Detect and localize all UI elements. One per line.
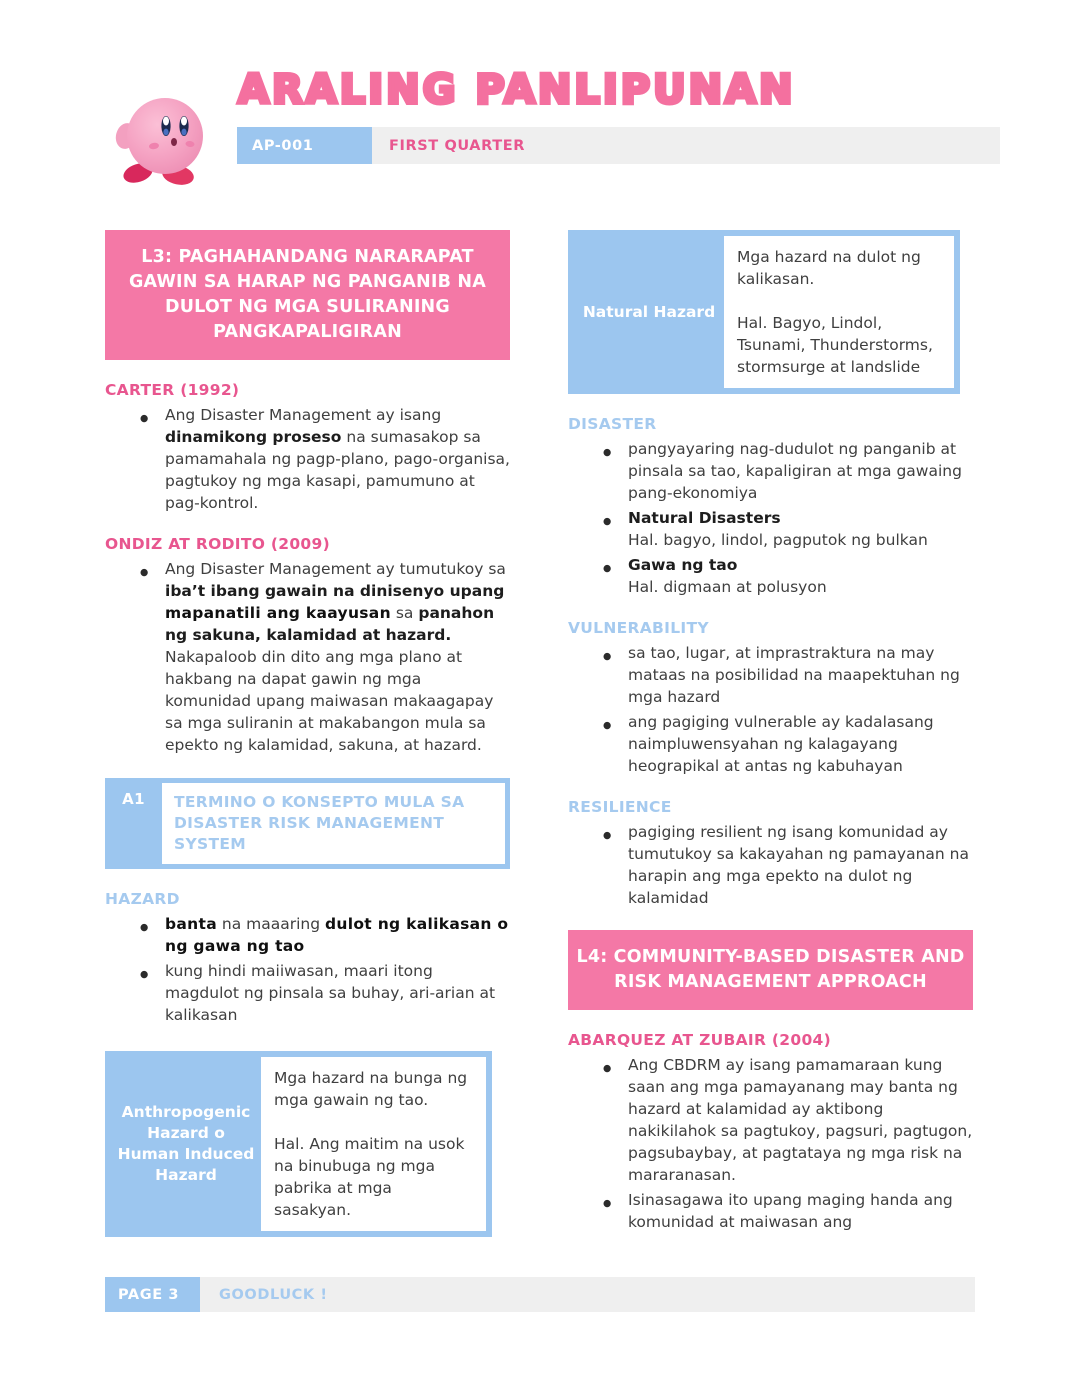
section-hazard [105,890,510,1026]
bullet-item [165,558,510,756]
bullet-text: pangyayaring nag-dudulot ng panganib at pinsala sa tao, kapaligiran at mga gawaing pang-ekonomiya [628,440,962,502]
bullet-text: Gawa ng tao Hal. digmaan at polusyon [628,556,827,596]
section-heading-hazard: HAZARD [105,890,180,908]
table-content: Mga hazard na bunga ng mga gawain ng tao. Hal. Ang maitim na usok na binubuga ng mga pabrika at mga sasakyan. [274,1069,468,1219]
section-heading-vulnerability: VULNERABILITY [568,619,709,637]
bullet-item [628,554,973,598]
page-title: ARALING PANLIPUNAN [238,67,796,113]
bullet-list [568,821,973,909]
table-content-cell [724,236,954,388]
quarter-label: FIRST QUARTER [372,127,1000,164]
section-heading-abarquez: ABARQUEZ AT ZUBAIR (2004) [568,1031,832,1049]
bullet-text: ang pagiging vulnerable ay kadalasang naimpluwensyahan ng kalagayang heograpikal at antas ng kabuhayan [628,713,934,775]
course-code-badge: AP-001 [237,127,372,164]
bullet-text: pagiging resilient ng isang komunidad ay tumutukoy sa kakayahan ng pamayanan na harapin ang mga epekto na dulot ng kalamidad [628,823,969,907]
bullet-list [568,642,973,777]
section-abarquez [568,1031,973,1233]
a1-concept-box [105,778,510,869]
bullet-text: Ang Disaster Management ay isang dinamikong proseso na sumasakop sa pamamahala ng pagp-plano, pago-organisa, pagtukoy ng mga kasapi, pamumuno at pag-kontrol. [165,406,510,512]
natural-hazard-table [568,230,960,394]
bullet-text: Ang Disaster Management ay tumutukoy sa iba’t ibang gawain na dinisenyo upang mapanatili ang kaayusan sa panahon ng sakuna, kalamidad at hazard. Nakapaloob din dito ang mga plano at hakbang na dapat gawin ng mga komunidad upang maiwasan makaagapay sa mga suliranin at makabangon mula sa epekto ng kalamidad, sakuna, at hazard. [165,560,506,754]
section-heading-carter: CARTER (1992) [105,381,240,399]
kirby-mascot-icon [108,86,218,186]
bullet-item [165,913,510,957]
bullet-item [628,711,973,777]
a1-box-title: TERMINO O KONSEPTO MULA SA DISASTER RISK MANAGEMENT SYSTEM [162,783,505,864]
page-number-badge: PAGE 3 [105,1277,200,1312]
bullet-item [165,960,510,1026]
bullet-text: banta na maaaring dulot ng kalikasan o ng gawa ng tao [165,915,509,955]
bullet-list [568,1054,973,1233]
footer-message: GOODLUCK ! [200,1277,975,1312]
section-heading-resilience: RESILIENCE [568,798,672,816]
bullet-list [105,913,510,1026]
table-label-cell [574,236,724,388]
bullet-text: sa tao, lugar, at imprastraktura na may mataas na posibilidad na maapektuhan ng mga hazard [628,644,960,706]
table-label: Anthropogenic Hazard o Human Induced Hazard [117,1103,255,1184]
bullet-text: Isinasagawa ito upang maging handa ang komunidad at maiwasan ang [628,1191,953,1231]
bullet-list [105,404,510,514]
table-label-cell [111,1057,261,1231]
left-column [105,230,510,1237]
bullet-item [628,1189,973,1233]
section-disaster [568,415,973,598]
bullet-text: Ang CBDRM ay isang pamamaraan kung saan ang mga pamayanang may banta ng hazard at kalamidad ay aktibong nakikilahok sa pagtukoy, pagsuri, pagtugon, pagsubaybay, at pagtataya ng mga risk na mararanasan. [628,1056,973,1184]
bullet-text: kung hindi maiiwasan, maari itong magdulot ng pinsala sa buhay, ari-arian at kalikasan [165,962,496,1024]
bullet-text: Natural Disasters Hal. bagyo, lindol, pagputok ng bulkan [628,509,928,549]
section-heading-disaster: DISASTER [568,415,657,433]
lesson-box-l4: L4: COMMUNITY-BASED DISASTER AND RISK MANAGEMENT APPROACH [568,930,973,1010]
a1-box-label: A1 [122,790,145,808]
section-vulnerability [568,619,973,777]
bullet-list [105,558,510,756]
header-bar [237,127,1000,164]
bullet-item [628,1054,973,1186]
section-carter [105,381,510,514]
bullet-item [628,642,973,708]
section-ondiz [105,535,510,756]
right-column [568,230,973,1236]
human-hazard-table [105,1051,492,1237]
bullet-item [628,821,973,909]
bullet-list [568,438,973,598]
bullet-item [628,507,973,551]
footer-bar [105,1277,975,1312]
section-heading-ondiz: ONDIZ AT RODITO (2009) [105,535,330,553]
section-resilience [568,798,973,909]
bullet-item [628,438,973,504]
lesson-box-l3: L3: PAGHAHANDANG NARARAPAT GAWIN SA HARAP NG PANGANIB NA DULOT NG MGA SULIRANING PANGKAPALIGIRAN [105,230,510,360]
table-content-cell [261,1057,486,1231]
bullet-item [165,404,510,514]
table-content: Mga hazard na dulot ng kalikasan. Hal. Bagyo, Lindol, Tsunami, Thunderstorms, stormsurge at landslide [737,248,933,376]
table-label: Natural Hazard [582,302,716,321]
